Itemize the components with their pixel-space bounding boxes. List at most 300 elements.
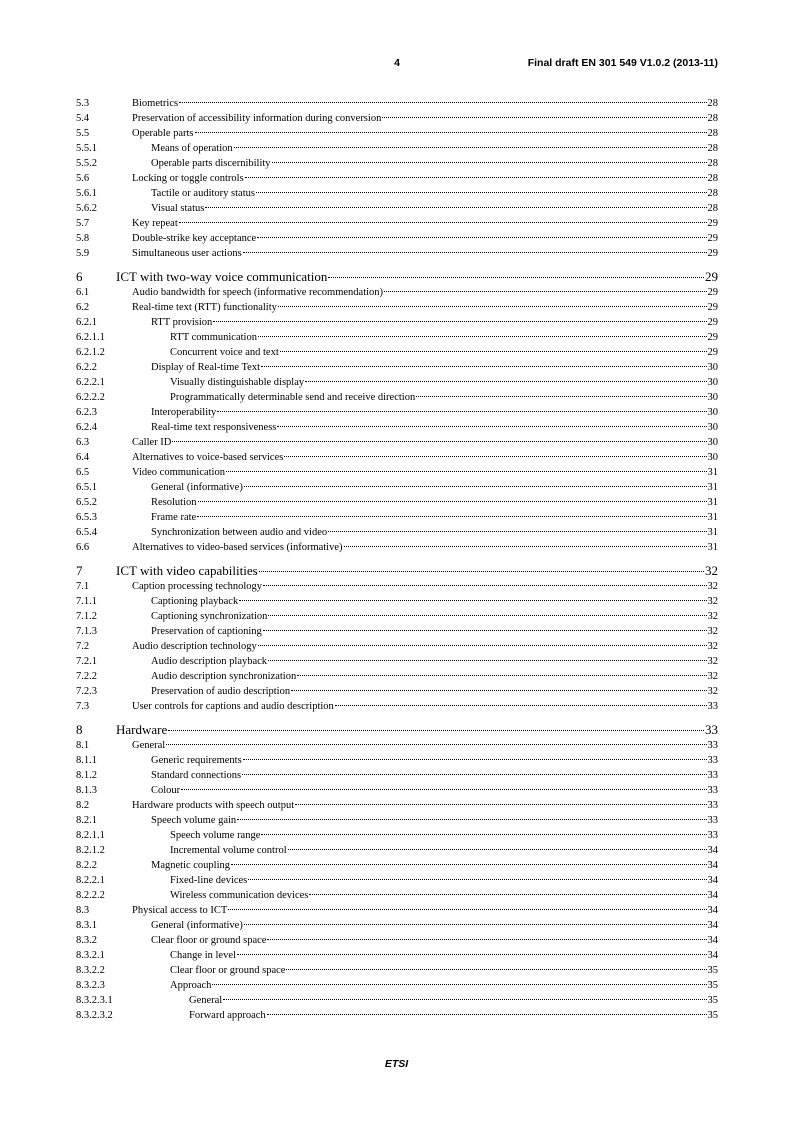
toc-section-number: 6.5.2 xyxy=(76,497,97,508)
toc-dot-leader xyxy=(258,645,707,646)
toc-row[interactable] xyxy=(76,873,718,888)
toc-page-number: 31 xyxy=(707,467,718,478)
toc-row[interactable] xyxy=(76,858,718,873)
toc-section-number: 7.2.3 xyxy=(76,686,97,697)
toc-row[interactable] xyxy=(76,699,718,714)
toc-section-title: Approach xyxy=(170,980,212,991)
toc-row[interactable] xyxy=(76,345,718,360)
toc-section-title: General (informative) xyxy=(151,482,243,493)
toc-dot-leader xyxy=(284,456,706,457)
toc-page-number: 34 xyxy=(707,905,718,916)
toc-page-number: 32 xyxy=(707,671,718,682)
toc-section-number: 5.7 xyxy=(76,218,90,229)
toc-section-title: Change in level xyxy=(170,950,236,961)
toc-dot-leader xyxy=(237,819,706,820)
toc-page-number: 35 xyxy=(707,980,718,991)
toc-dot-leader xyxy=(416,396,706,397)
toc-section-title: General (informative) xyxy=(151,920,243,931)
toc-section-title: Interoperability xyxy=(151,407,217,418)
toc-page-number: 29 xyxy=(707,332,718,343)
toc-dot-leader xyxy=(291,690,706,691)
toc-dot-leader xyxy=(309,894,706,895)
toc-section-title: Audio description playback xyxy=(151,656,268,667)
toc-section-number: 6.5.3 xyxy=(76,512,97,523)
toc-dot-leader xyxy=(280,351,707,352)
toc-section-title: Double-strike key acceptance xyxy=(132,233,257,244)
toc-section-number: 8.3.1 xyxy=(76,920,97,931)
toc-section-number: 8 xyxy=(76,722,83,737)
toc-page-number: 29 xyxy=(707,347,718,358)
toc-dot-leader xyxy=(181,789,706,790)
toc-page-number: 31 xyxy=(707,527,718,538)
toc-section-number: 5.5.2 xyxy=(76,158,97,169)
toc-section-title: Audio description technology xyxy=(132,641,257,652)
toc-section-title: User controls for captions and audio description xyxy=(132,701,334,712)
toc-section-number: 6.2.4 xyxy=(76,422,97,433)
toc-row[interactable] xyxy=(76,465,718,480)
toc-section-number: 6.6 xyxy=(76,542,90,553)
toc-section-title: Simultaneous user actions xyxy=(132,248,242,259)
toc-section-title: Clear floor or ground space xyxy=(151,935,267,946)
toc-row[interactable] xyxy=(76,285,718,300)
toc-section-number: 7.2.2 xyxy=(76,671,97,682)
toc-section-number: 7.3 xyxy=(76,701,90,712)
toc-page-number: 35 xyxy=(707,1010,718,1021)
toc-section-number: 6.2.2.1 xyxy=(76,377,105,388)
toc-section-number: 6.2.3 xyxy=(76,407,97,418)
toc-section-number: 5.3 xyxy=(76,98,90,109)
toc-dot-leader xyxy=(234,147,707,148)
toc-section-number: 8.1.2 xyxy=(76,770,97,781)
toc-section-number: 7.1.2 xyxy=(76,611,97,622)
toc-chapter-row[interactable] xyxy=(76,721,718,738)
toc-page-number: 29 xyxy=(707,218,718,229)
toc-section-title: Audio description synchronization xyxy=(151,671,297,682)
toc-row[interactable] xyxy=(76,798,718,813)
toc-page-number: 29 xyxy=(707,317,718,328)
toc-section-title: Means of operation xyxy=(151,143,233,154)
toc-row[interactable] xyxy=(76,171,718,186)
toc-section-title: Magnetic coupling xyxy=(151,860,231,871)
toc-section-title: Preservation of accessibility information during conversion xyxy=(132,113,382,124)
toc-row[interactable] xyxy=(76,579,718,594)
toc-section-title: Frame rate xyxy=(151,512,197,523)
toc-dot-leader xyxy=(168,730,704,731)
toc-row[interactable] xyxy=(76,843,718,858)
toc-row[interactable] xyxy=(76,126,718,141)
toc-section-title: Tactile or auditory status xyxy=(151,188,255,199)
toc-dot-leader xyxy=(197,516,706,517)
toc-dot-leader xyxy=(198,501,707,502)
toc-row[interactable] xyxy=(76,156,718,171)
toc-dot-leader xyxy=(297,675,706,676)
toc-section-number: 8.1 xyxy=(76,740,90,751)
toc-page-number: 32 xyxy=(705,563,718,578)
toc-row[interactable] xyxy=(76,420,718,435)
toc-section-title: Real-time text responsiveness xyxy=(151,422,277,433)
toc-dot-leader xyxy=(335,705,707,706)
toc-row[interactable] xyxy=(76,300,718,315)
toc-section-title: Captioning playback xyxy=(151,596,239,607)
toc-page-number: 33 xyxy=(707,785,718,796)
toc-row[interactable] xyxy=(76,594,718,609)
toc-page-number: 32 xyxy=(707,596,718,607)
toc-page-number: 30 xyxy=(707,452,718,463)
toc-page-number: 33 xyxy=(707,830,718,841)
toc-row[interactable] xyxy=(76,609,718,624)
toc-dot-leader xyxy=(228,909,706,910)
toc-page-number: 33 xyxy=(707,770,718,781)
toc-page-number: 34 xyxy=(707,950,718,961)
toc-row[interactable] xyxy=(76,753,718,768)
toc-dot-leader xyxy=(263,630,707,631)
toc-section-title: Programmatically determinable send and receive direction xyxy=(170,392,416,403)
toc-page-number: 30 xyxy=(707,392,718,403)
toc-dot-leader xyxy=(226,471,707,472)
toc-section-title: Captioning synchronization xyxy=(151,611,268,622)
toc-row[interactable] xyxy=(76,639,718,654)
toc-row[interactable] xyxy=(76,813,718,828)
toc-section-number: 5.6 xyxy=(76,173,90,184)
toc-row[interactable] xyxy=(76,330,718,345)
toc-dot-leader xyxy=(257,237,706,238)
toc-page-number: 35 xyxy=(707,995,718,1006)
toc-row[interactable] xyxy=(76,783,718,798)
toc-dot-leader xyxy=(239,600,706,601)
toc-section-title: RTT provision xyxy=(151,317,213,328)
toc-row[interactable] xyxy=(76,216,718,231)
toc-section-title: Colour xyxy=(151,785,181,796)
toc-page-number: 32 xyxy=(707,626,718,637)
toc-row[interactable] xyxy=(76,360,718,375)
toc-row[interactable] xyxy=(76,1008,718,1023)
toc-section-number: 6.2.1 xyxy=(76,317,97,328)
toc-dot-leader xyxy=(305,381,706,382)
toc-section-number: 7.2 xyxy=(76,641,90,652)
toc-row[interactable] xyxy=(76,993,718,1008)
toc-page-number: 30 xyxy=(707,437,718,448)
toc-dot-leader xyxy=(267,1014,707,1015)
toc-section-title: Locking or toggle controls xyxy=(132,173,244,184)
toc-row[interactable] xyxy=(76,141,718,156)
toc-section-title: Standard connections xyxy=(151,770,242,781)
toc-section-title: Real-time text (RTT) functionality xyxy=(132,302,277,313)
toc-dot-leader xyxy=(213,321,706,322)
toc-page-number: 28 xyxy=(707,188,718,199)
toc-page-number: 28 xyxy=(707,173,718,184)
toc-row[interactable] xyxy=(76,525,718,540)
toc-row[interactable] xyxy=(76,978,718,993)
toc-section-title: Clear floor or ground space xyxy=(170,965,286,976)
toc-row[interactable] xyxy=(76,246,718,261)
toc-row[interactable] xyxy=(76,540,718,555)
toc-page-number: 31 xyxy=(707,497,718,508)
toc-page-number: 31 xyxy=(707,512,718,523)
toc-section-number: 8.2.1.1 xyxy=(76,830,105,841)
toc-page-number: 33 xyxy=(707,755,718,766)
toc-dot-leader xyxy=(268,615,706,616)
toc-section-title: Visually distinguishable display xyxy=(170,377,305,388)
toc-row[interactable] xyxy=(76,738,718,753)
toc-dot-leader xyxy=(328,277,704,278)
toc-section-title: Generic requirements xyxy=(151,755,242,766)
toc-dot-leader xyxy=(237,954,707,955)
toc-dot-leader xyxy=(382,117,706,118)
toc-row[interactable] xyxy=(76,669,718,684)
toc-section-number: 5.5.1 xyxy=(76,143,97,154)
toc-section-title: General xyxy=(132,740,166,751)
toc-section-number: 8.2 xyxy=(76,800,90,811)
toc-page-number: 33 xyxy=(707,800,718,811)
toc-page-number: 35 xyxy=(707,965,718,976)
toc-dot-leader xyxy=(295,804,706,805)
toc-dot-leader xyxy=(328,531,706,532)
table-of-contents xyxy=(76,96,718,1023)
toc-section-number: 8.2.2.2 xyxy=(76,890,105,901)
toc-row[interactable] xyxy=(76,405,718,420)
toc-section-number: 6.2.1.2 xyxy=(76,347,105,358)
toc-section-title: Resolution xyxy=(151,497,197,508)
toc-dot-leader xyxy=(268,660,706,661)
toc-row[interactable] xyxy=(76,450,718,465)
toc-section-title: Speech volume range xyxy=(170,830,261,841)
toc-dot-leader xyxy=(243,252,707,253)
toc-dot-leader xyxy=(288,849,707,850)
toc-dot-leader xyxy=(179,222,707,223)
toc-dot-leader xyxy=(242,774,706,775)
toc-row[interactable] xyxy=(76,828,718,843)
toc-section-number: 8.3.2.1 xyxy=(76,950,105,961)
toc-section-number: 8.3.2.3.1 xyxy=(76,995,113,1006)
toc-section-number: 8.1.1 xyxy=(76,755,97,766)
toc-page-number: 29 xyxy=(707,233,718,244)
toc-section-title: Alternatives to voice-based services xyxy=(132,452,284,463)
toc-row[interactable] xyxy=(76,510,718,525)
toc-row[interactable] xyxy=(76,495,718,510)
toc-section-title: Operable parts xyxy=(132,128,194,139)
toc-section-title: Forward approach xyxy=(189,1010,266,1021)
toc-dot-leader xyxy=(223,999,706,1000)
toc-section-number: 6.2 xyxy=(76,302,90,313)
toc-row[interactable] xyxy=(76,96,718,111)
toc-row[interactable] xyxy=(76,933,718,948)
toc-page-number: 30 xyxy=(707,377,718,388)
toc-row[interactable] xyxy=(76,231,718,246)
toc-section-number: 8.2.1 xyxy=(76,815,97,826)
toc-section-title: Fixed-line devices xyxy=(170,875,248,886)
toc-section-number: 6.2.2.2 xyxy=(76,392,105,403)
toc-page-number: 33 xyxy=(707,815,718,826)
toc-page-number: 32 xyxy=(707,686,718,697)
toc-page-number: 34 xyxy=(707,920,718,931)
toc-section-number: 8.3.2.3 xyxy=(76,980,105,991)
toc-section-number: 7.1.1 xyxy=(76,596,97,607)
toc-dot-leader xyxy=(261,834,706,835)
toc-page-number: 30 xyxy=(707,362,718,373)
toc-section-title: Caller ID xyxy=(132,437,172,448)
toc-row[interactable] xyxy=(76,435,718,450)
toc-section-title: Caption processing technology xyxy=(132,581,263,592)
toc-page-number: 34 xyxy=(707,860,718,871)
toc-dot-leader xyxy=(277,426,706,427)
toc-page-number: 32 xyxy=(707,656,718,667)
toc-page-number: 29 xyxy=(705,269,718,284)
toc-section-number: 6.2.1.1 xyxy=(76,332,105,343)
toc-dot-leader xyxy=(344,546,707,547)
toc-page-number: 29 xyxy=(707,302,718,313)
toc-section-title: Incremental volume control xyxy=(170,845,287,856)
toc-page-number: 32 xyxy=(707,641,718,652)
toc-row[interactable] xyxy=(76,888,718,903)
toc-section-number: 8.2.2.1 xyxy=(76,875,105,886)
toc-page-number: 32 xyxy=(707,611,718,622)
toc-dot-leader xyxy=(384,291,706,292)
toc-section-title: Operable parts discernibility xyxy=(151,158,271,169)
toc-section-title: ICT with video capabilities xyxy=(116,563,258,578)
toc-dot-leader xyxy=(261,366,706,367)
toc-page-number: 33 xyxy=(705,722,718,737)
toc-dot-leader xyxy=(244,924,707,925)
toc-page-number: 30 xyxy=(707,422,718,433)
toc-section-number: 7 xyxy=(76,563,83,578)
toc-section-number: 6.5 xyxy=(76,467,90,478)
toc-page-number: 33 xyxy=(707,701,718,712)
toc-section-title: Preservation of captioning xyxy=(151,626,262,637)
toc-dot-leader xyxy=(231,864,706,865)
toc-dot-leader xyxy=(179,102,706,103)
toc-section-title: Alternatives to video-based services (informative) xyxy=(132,542,343,553)
toc-row[interactable] xyxy=(76,375,718,390)
toc-section-title: Visual status xyxy=(151,203,205,214)
toc-section-number: 5.8 xyxy=(76,233,90,244)
toc-chapter-row[interactable] xyxy=(76,562,718,579)
toc-dot-leader xyxy=(263,585,706,586)
toc-chapter-row[interactable] xyxy=(76,268,718,285)
toc-section-number: 5.6.2 xyxy=(76,203,97,214)
toc-section-number: 8.3.2.3.2 xyxy=(76,1010,113,1021)
toc-section-title: Speech volume gain xyxy=(151,815,237,826)
toc-section-number: 8.3.2.2 xyxy=(76,965,105,976)
toc-page-number: 34 xyxy=(707,890,718,901)
toc-section-title: Key repeat xyxy=(132,218,178,229)
toc-row[interactable] xyxy=(76,624,718,639)
toc-section-title: Wireless communication devices xyxy=(170,890,309,901)
toc-section-number: 5.4 xyxy=(76,113,90,124)
toc-row[interactable] xyxy=(76,186,718,201)
toc-row[interactable] xyxy=(76,684,718,699)
toc-dot-leader xyxy=(212,984,706,985)
toc-section-number: 6.2.2 xyxy=(76,362,97,373)
toc-row[interactable] xyxy=(76,480,718,495)
toc-page-number: 34 xyxy=(707,845,718,856)
document-reference: Final draft EN 301 549 V1.0.2 (2013-11) xyxy=(527,57,718,69)
toc-section-number: 7.1.3 xyxy=(76,626,97,637)
toc-row[interactable] xyxy=(76,201,718,216)
toc-dot-leader xyxy=(272,162,707,163)
toc-section-number: 5.6.1 xyxy=(76,188,97,199)
toc-page-number: 29 xyxy=(707,248,718,259)
toc-dot-leader xyxy=(248,879,706,880)
toc-row[interactable] xyxy=(76,390,718,405)
toc-row[interactable] xyxy=(76,768,718,783)
toc-section-number: 5.9 xyxy=(76,248,90,259)
toc-page-number: 34 xyxy=(707,935,718,946)
toc-page-number: 28 xyxy=(707,143,718,154)
toc-dot-leader xyxy=(244,486,707,487)
toc-dot-leader xyxy=(166,744,706,745)
toc-page-number: 30 xyxy=(707,407,718,418)
toc-section-number: 6.4 xyxy=(76,452,90,463)
toc-section-title: ICT with two-way voice communication xyxy=(116,269,328,284)
toc-dot-leader xyxy=(245,177,707,178)
toc-section-title: Audio bandwidth for speech (informative recommendation) xyxy=(132,287,384,298)
toc-section-title: Biometrics xyxy=(132,98,179,109)
toc-page-number: 28 xyxy=(707,158,718,169)
toc-page-number: 31 xyxy=(707,542,718,553)
toc-row[interactable] xyxy=(76,963,718,978)
toc-section-number: 6 xyxy=(76,269,83,284)
toc-page-number: 28 xyxy=(707,113,718,124)
toc-section-title: Physical access to ICT xyxy=(132,905,228,916)
toc-section-number: 8.2.2 xyxy=(76,860,97,871)
toc-dot-leader xyxy=(172,441,706,442)
page-number: 4 xyxy=(394,57,400,69)
toc-dot-leader xyxy=(205,207,706,208)
toc-row[interactable] xyxy=(76,315,718,330)
toc-page-number: 32 xyxy=(707,581,718,592)
toc-section-title: Display of Real-time Text xyxy=(151,362,261,373)
toc-page-number: 34 xyxy=(707,875,718,886)
toc-section-title: General xyxy=(189,995,223,1006)
toc-dot-leader xyxy=(258,336,707,337)
toc-section-number: 8.2.1.2 xyxy=(76,845,105,856)
toc-section-number: 8.3 xyxy=(76,905,90,916)
toc-section-title: Video communication xyxy=(132,467,225,478)
toc-row[interactable] xyxy=(76,948,718,963)
toc-page-number: 28 xyxy=(707,128,718,139)
toc-section-title: Hardware xyxy=(116,722,168,737)
toc-page-number: 29 xyxy=(707,287,718,298)
toc-dot-leader xyxy=(217,411,706,412)
toc-dot-leader xyxy=(286,969,706,970)
toc-section-number: 7.1 xyxy=(76,581,90,592)
toc-dot-leader xyxy=(256,192,707,193)
toc-row[interactable] xyxy=(76,654,718,669)
toc-row[interactable] xyxy=(76,111,718,126)
toc-dot-leader xyxy=(259,571,704,572)
toc-section-number: 6.1 xyxy=(76,287,90,298)
toc-page-number: 33 xyxy=(707,740,718,751)
toc-section-number: 6.3 xyxy=(76,437,90,448)
toc-row[interactable] xyxy=(76,903,718,918)
toc-section-title: RTT communication xyxy=(170,332,257,343)
toc-section-number: 8.1.3 xyxy=(76,785,97,796)
toc-dot-leader xyxy=(278,306,707,307)
toc-dot-leader xyxy=(195,132,707,133)
toc-dot-leader xyxy=(243,759,707,760)
footer-etsi: ETSI xyxy=(384,1058,409,1070)
toc-page-number: 31 xyxy=(707,482,718,493)
toc-section-title: Hardware products with speech output xyxy=(132,800,295,811)
toc-section-title: Concurrent voice and text xyxy=(170,347,279,358)
toc-dot-leader xyxy=(267,939,706,940)
toc-section-number: 7.2.1 xyxy=(76,656,97,667)
toc-section-number: 5.5 xyxy=(76,128,90,139)
toc-page-number: 28 xyxy=(707,98,718,109)
toc-section-title: Synchronization between audio and video xyxy=(151,527,328,538)
toc-section-number: 8.3.2 xyxy=(76,935,97,946)
toc-row[interactable] xyxy=(76,918,718,933)
